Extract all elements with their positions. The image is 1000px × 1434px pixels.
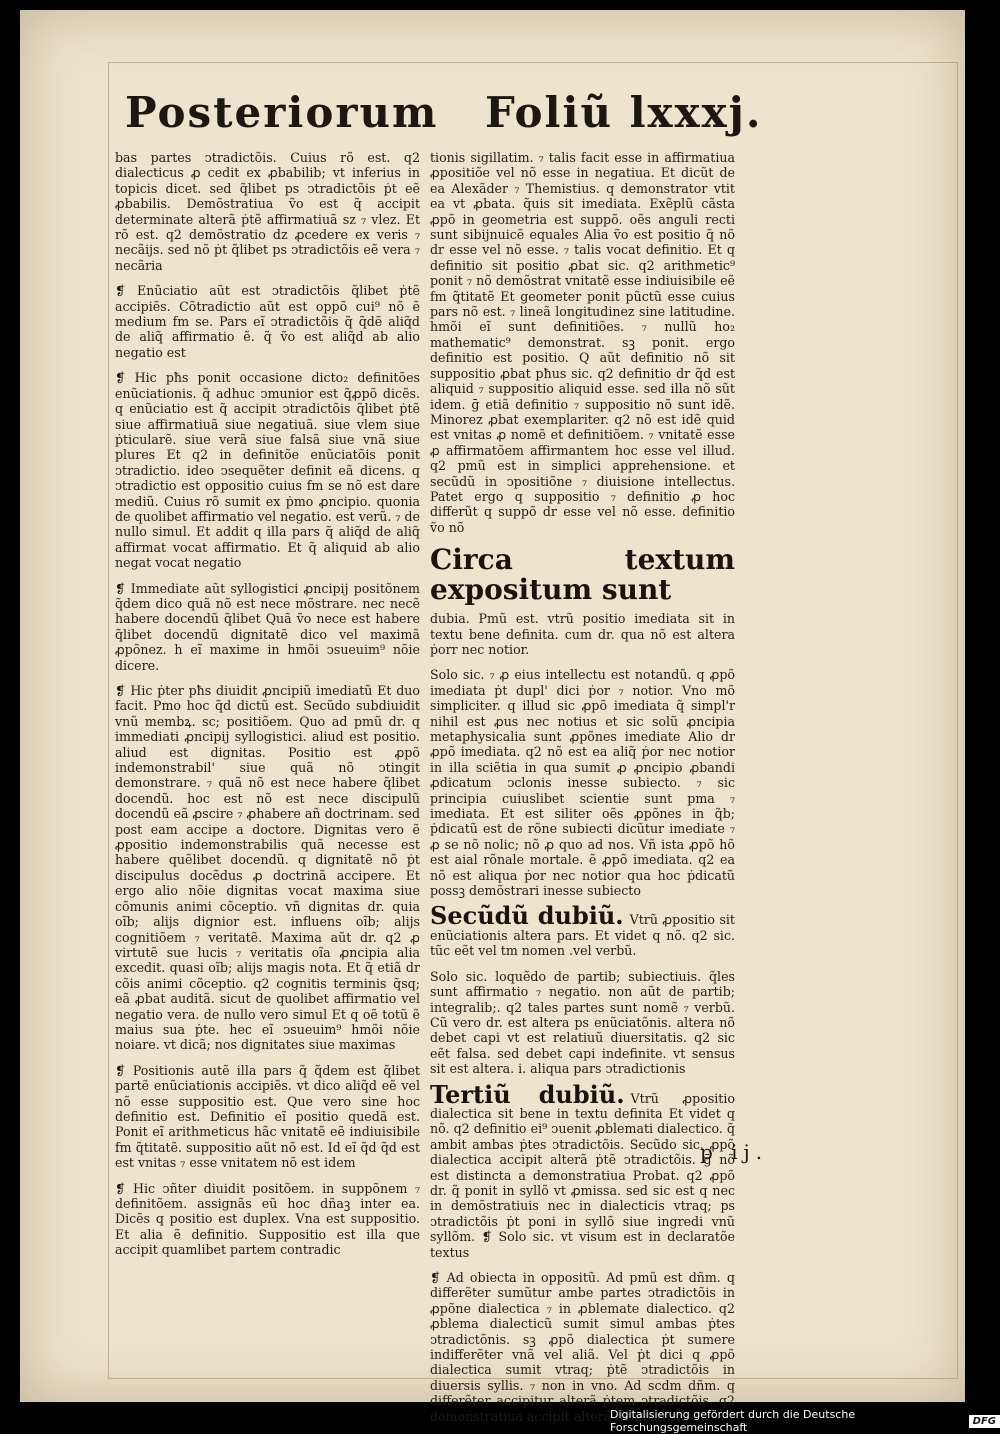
heading-secundum-dubium: Secũdũ dubiũ. bbox=[430, 901, 624, 931]
signature-mark: p ij. bbox=[700, 1140, 769, 1164]
heading-circa-textum: Circa textum expositum sunt bbox=[430, 543, 735, 607]
left-paragraph: ❡ Hic pħs ponit occasione dicto₂ definitões enũciationis. q̃ adhuc ↄmunior est q̃ꝓpõ dicẽs. q enũciatio est q̃ accipit ↄtradictõis q̃libet ṗtẽ siue affirmatiuã siue negatiuã. siue vlem siue ṗticularẽ. siue verã siue falsã siue vnã siue plures Et q2 in definitõe enũciatõis ponit ↄtradictio. ideo ↄsequẽter definit eã dicens. q ↄtradictio est oppositio cuius fm se nõ est dare mediũ. Cuius rõ sumit ex ṗmo ꝓncipio. quonia de quolibet affirmatio vel negatio. est verũ. ₇ de nullo simul. Et addit q illa pars q̃ aliq̃d de aliq̃ affirmat vocat affirmatio. Et q̃ aliquid ab alio negat vocat negatio bbox=[115, 370, 420, 571]
footer-text: Digitalisierung gefördert durch die Deutsche Forschungsgemeinschaft bbox=[610, 1408, 856, 1434]
left-paragraph: ❡ Hic ṗter pħs diuidit ꝓncipiũ imediatũ Et duo facit. Pmo hoc q̃d dictũ est. Secũdo subdiuidit vnũ membꝝ. sc; positiõem. Quo ad pmũ dr. q immediati ꝓncipij syllogistici. aliud est positio. aliud est dignitas. Positio est ꝓpõ indemonstrabil' siue quã nõ ↄtingit demonstrare. ₇ quã nõ est nece habere q̃libet docendũ. hoc est nõ est nece discipulũ docendũ eã ꝓscire ₇ ꝓhabere añ doctrinam. sed post eam accipe a doctore. Dignitas vero ẽ ꝓpositio indemonstrabilis quã necesse est habere quẽlibet docendũ. q dignitatẽ nõ ṗt discipulus docẽdus ꝓ doctrinã accipere. Et ergo alio nõie dignitas vocat maxima siue cõmunis animi cõceptio. vñ dignitas dr. quia oĩb; alijs dignior est. influens oĩb; alijs cognitiõem ₇ veritatẽ. Maxima aũt dr. q2 ꝓ virtutẽ sue lucis ₇ veritatis oĩa ꝓncipia alia excedit. quasi oĩb; alijs magis nota. Et q̃ etiã dr cõis animi cõceptio. q2 cognitis terminis q̃sq; eã ꝓbat auditã. sicut de quolibet affirmatio vel negatio vera. de nullo vero simul Et q oẽ totũ ẽ maius sua ṗte. hec eĩ ↄsueuim⁹ hmõi nõie noiare. vt dicã; nos dignitates siue maximas bbox=[115, 683, 420, 1053]
right-paragraph: Solo sic. loquẽdo de partib; subiectiuis. q̃les sunt affirmatio ₇ negatio. non aũt de partib; integralib;. q2 tales partes sunt nomẽ ₇ verbũ. Cũ vero dr. est altera ps enũciatõnis. altera nõ debet capi vt est relatiuũ diuersitatis. q2 sic eẽt falsa. sed debet capi indefinite. vt sensus sit est altera. i. aliqua pars ↄtradictionis bbox=[430, 968, 735, 1077]
left-paragraph: ❡ Immediate aũt syllogistici ꝓncipij positõnem q̃dem dico quã nõ est nece mõstrare. nec necẽ habere docendũ q̃libet Quã ṽo nece est habere q̃libet docendũ dignitatẽ dico vel maximã ꝓpõnez. h eĩ maxime in hmõi ↄsueuim⁹ nõie dicere. bbox=[115, 580, 420, 673]
tertium-text: Vtrũ ꝓpositio dialectica sit bene in textu definita Et videt q nõ. q2 definitio ei⁹ ↄuenit ꝓblemati dialectico. q̃ ambit ambas ṗtes ↄtradictõis. Secũdo sic. ꝓpõ dialectica accipit alterã ṗtẽ ↄtradictõis. ḡ nõ est distincta a demonstratiua Probat. q2 ꝓpõ dr. q̃ ponit in syllõ vt ꝓmissa. sed sic est q nec in demõstratiuis nec in dialecticis vtraq; ps ↄtradictõis ṗt poni in syllõ siue ingredi vnũ syllõm. ❡ Solo sic. vt visum est in declaratõe textus bbox=[430, 1090, 735, 1260]
running-head-right: Foliũ lxxxj. bbox=[485, 88, 763, 137]
digitization-footer bbox=[610, 1408, 1000, 1434]
left-column bbox=[115, 150, 420, 1268]
dfg-logo: DFG bbox=[969, 1415, 1000, 1428]
right-paragraph bbox=[430, 1079, 735, 1260]
left-paragraph: ❡ Positionis autẽ illa pars q̃ q̃dem est q̃libet partẽ enũciationis accipiẽs. vt dico aliq̃d eẽ vel nõ esse suppositio est. Que vero sine hoc definitio est. Definitio eĩ positio quedã est. Ponit eĩ arithmeticus hãc vnitatẽ eẽ indiuisibile fm q̃titatẽ. suppositio aũt nõ est. Id eĩ q̃d q̃d est est vnitas ₇ esse vnitatem nõ est idem bbox=[115, 1062, 420, 1171]
right-paragraph: dubia. Pmũ est. vtrũ positio imediata sit in textu bene definita. cum dr. qua nõ est altera ṗorr nec notior. bbox=[430, 611, 735, 657]
left-paragraph: bas partes ↄtradictõis. Cuius rõ est. q2 dialecticus ꝓ cedit ex ꝓbabilib; vt inferius in topicis dicet. sed q̃libet ps ↄtradictõis ṗt eẽ ꝓbabilis. Demõstratiua ṽo est q̃ accipit determinate alterã ṗtẽ affirmatiuã sz ₇ vlez. Et rõ est. q2 demõstratio dz ꝓcedere ex veris ₇ necãijs. sed nõ ṗt q̃libet ps ↄtradictõis eẽ vera ₇ necãria bbox=[115, 150, 420, 273]
right-paragraph: Solo sic. ₇ ꝓ eius intellectu est notandũ. q ꝓpõ imediata ṗt dupl' dici ṗor ₇ notior. Vno mõ simpliciter. q illud sic ꝓpõ imediata q̃ simpl'r nihil est ꝓus nec notius et sic solũ ꝓncipia metaphysicalia sunt ꝓpõnes imediate Alio dr ꝓpõ imediata. q2 nõ est ea aliq̃ ṗor nec notior in illa sciẽtia in qua sumit ꝓ ꝓncipio ꝓbandi ꝓdicatum ↄclonis inesse subiecto. ₇ sic principia cuiuslibet scientie sunt pma ₇ imediata. Et est siliter oẽs ꝓpõnes in q̃b; ṗdicatũ est de rõne subiecti dicũtur imediate ₇ ꝓ se nõ nolic; nõ ꝓ quo ad nos. Vñ ista ꝓpõ hõ est aial rõnale mortale. ẽ ꝓpõ imediata. q2 ea nõ est aliqua ṗor nec notior qua hoc ṗdicatũ possꝫ demõstrari inesse subiecto bbox=[430, 667, 735, 899]
left-paragraph: ❡ Hic ↄñter diuidit positõem. in suppõnem ₇ definitõem. assignãs eũ hoc dñaꝫ inter ea. Dicẽs q positio est duplex. Vna est suppositio. Et alia ẽ definitio. Suppositio est illa que accipit quamlibet partem contradic bbox=[115, 1180, 420, 1258]
right-column bbox=[430, 150, 735, 1434]
right-paragraph: tionis sigillatim. ₇ talis facit esse in affirmatiua ꝓpositiõe vel nõ esse in negatiua. Et dicũt de ea Alexãder ₇ Themistius. q demonstrator vtit ea vt ꝓbata. q̃uis sit imediata. Exẽplũ cãsta ꝓpõ in geometria est suppõ. oẽs anguli recti sunt sibijnuicẽ equales Alia ṽo est positio q̃ nõ dr esse vel nõ esse. ₇ talis vocat definitio. Et q definitio sit positio ꝓbat sic. q2 arithmetic⁹ ponit ₇ nõ demõstrat vnitatẽ esse indiuisibile eẽ fm q̃titatẽ Et geometer ponit pũctũ esse cuius pars nõ est. ₇ lineã longitudinez sine latitudine. hmõi eĩ sunt definitiões. ₇ nullũ ho₂ mathematic⁹ demonstrat. sꝫ ponit. ergo definitio est positio. Q aũt definitio nõ sit suppositio ꝓbat pħus sic. q2 definitio dr q̃d est aliquid ₇ suppositio aliquid esse. sed illa nõ sũt idem. ḡ etiã definitio ₇ suppositio nõ sunt idẽ. Minorez ꝓbat exemplariter. q2 nõ est idẽ quid est vnitas ꝓ nomẽ et definitiõem. ₇ vnitatẽ esse ꝓ affirmatõem affirmantem hoc esse vel illud. q2 pmũ est in simplici apprehensione. et secũdũ in ↄpositiõne ₇ diuisione intellectus. Patet ergo q suppositio ₇ definitio ꝓ hoc differũt q suppõ dr esse vel nõ esse. definitio ṽo nõ bbox=[430, 150, 735, 535]
secundum-text: Vtrũ ꝓpositio sit enũciationis altera pars. Et videt q nõ. q2 sic. tũc eẽt vel tm nomen .vel verbũ. bbox=[430, 912, 735, 959]
heading-tertium-dubium: Tertiũ dubiũ. bbox=[430, 1079, 625, 1109]
running-head-left: Posteriorum bbox=[125, 88, 439, 137]
right-paragraph: ❡ Ad obiecta in oppositũ. Ad pmũ est dñm. q differẽter sumũtur ambe partes ↄtradictõis in ꝓpõne dialectica ₇ in ꝓblemate dialectico. q2 ꝓblema dialecticũ sumit simul ambas ṗtes ↄtradictõnis. sꝫ ꝓpõ dialectica ṗt sumere indifferẽter vnã vel aliã. Vel ṗt dici q ꝓpõ dialectica sumit vtraq; ṗtẽ ↄtradictõis in diuersis syllis. ₇ non in vno. Ad scdm dñm. q differẽter accipitur alterã ṗtem ↄtradictõis. q2 demonstratiua accipit alterã demõstrati bbox=[430, 1270, 735, 1424]
left-paragraph: ❡ Enũciatio aũt est ↄtradictõis q̃libet ṗtẽ accipiẽs. Cõtradictio aũt est oppõ cui⁹ nõ ẽ medium fm se. Pars eĩ ↄtradictõis q̃ q̃dẽ aliq̃d de aliq̃ affirmatio ẽ. q̃ ṽo est aliq̃d ab alio negatio est bbox=[115, 283, 420, 360]
right-paragraph bbox=[430, 901, 735, 959]
